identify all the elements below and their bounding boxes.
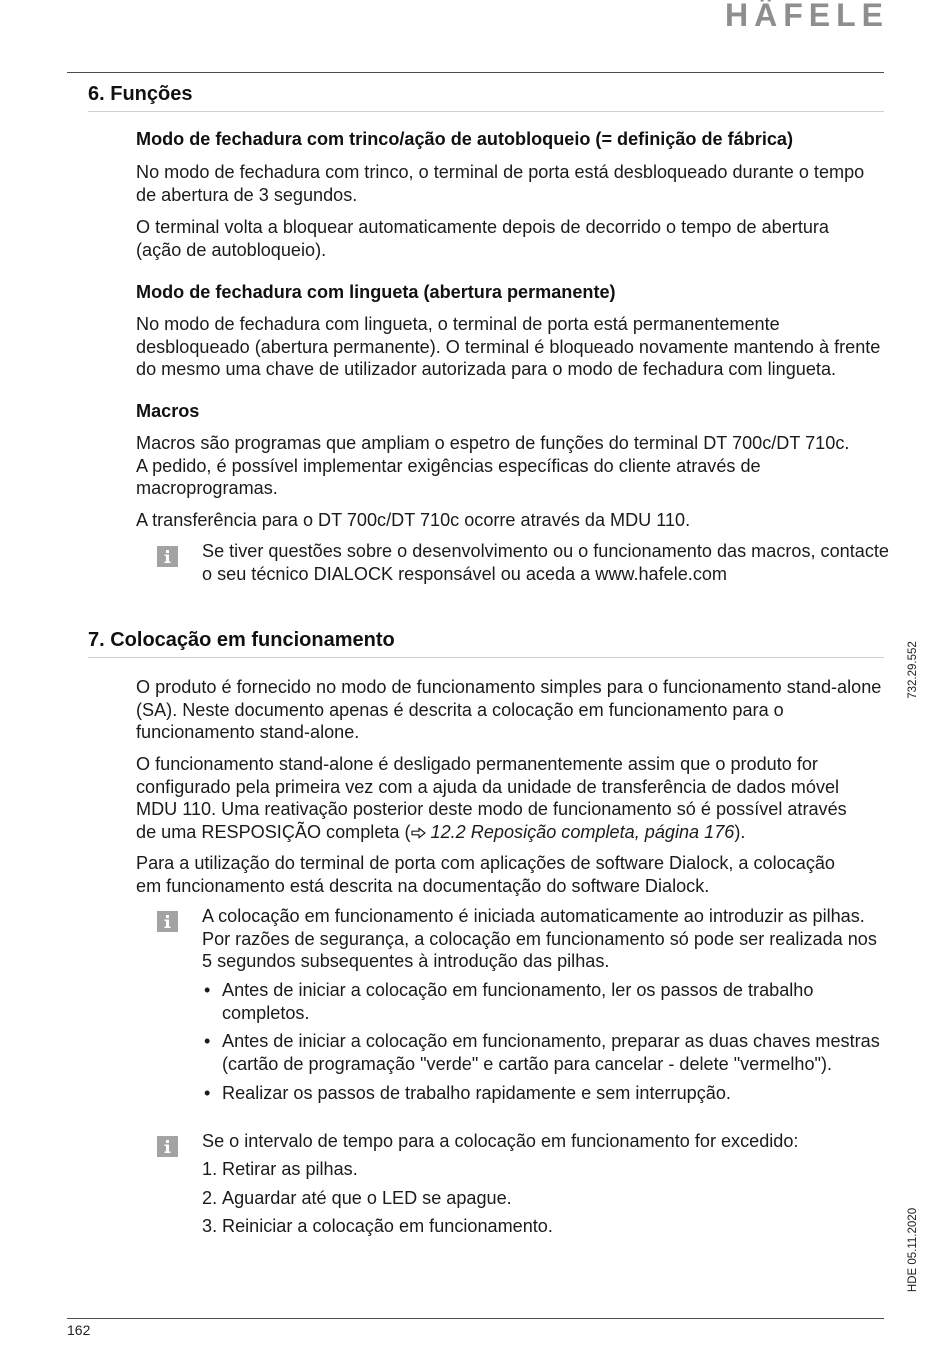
commissioning-paragraph-2-text: O funcionamento stand-alone é desligado permanentemente assim que o produto for configurado pela primeira vez com a ajuda da unidade de transferência de dados móvel MDU 110. Uma reativação posterior deste modo de funcionamento só é possível através de uma RESPOSIÇÃO completa ( (136, 754, 847, 842)
commissioning-paragraph-2-end: ). (734, 821, 746, 842)
info-icon (157, 1136, 178, 1157)
latch-mode-paragraph-1: No modo de fechadura com trinco, o terminal de porta está desbloqueado durante o tempo de abertura de 3 segundos. (136, 162, 865, 205)
list-item (202, 1030, 922, 1075)
info-icon (157, 911, 178, 932)
hafele-logo: HÄFELE (725, 0, 889, 33)
info-icon-graphic (157, 1136, 178, 1157)
lingueta-mode-paragraph: No modo de fechadura com lingueta, o terminal de porta está permanentemente desbloqueado (abertura permanente). O terminal é bloqueado novamente mantendo à frente do mesmo uma chave de utilizador autorizada para o modo de fechadura com lingueta. (136, 314, 881, 379)
latch-mode-title: Modo de fechadura com trinco/ação de autobloqueio (= definição de fábrica) (136, 129, 794, 149)
bullet-icon: • (204, 980, 211, 1000)
revision-date: HDE 05.11.2020 (907, 1207, 919, 1293)
commissioning-paragraph-3: Para a utilização do terminal de porta com aplicações de software Dialock, a colocação em funcionamento está descrita na documentação do software Dialock. (136, 853, 835, 896)
document-number: 732.29.552 (907, 641, 919, 699)
step-number: 3. (202, 1216, 218, 1236)
info-icon-graphic (157, 911, 178, 932)
lingueta-mode-title: Modo de fechadura com lingueta (abertura permanente) (136, 282, 616, 302)
list-item (202, 1082, 922, 1105)
macros-paragraph-2: A transferência para o DT 700c/DT 710c ocorre através da MDU 110. (136, 510, 691, 530)
list-item-text: Antes de iniciar a colocação em funcionamento, ler os passos de trabalho completos. (222, 980, 814, 1023)
commissioning-paragraph-2 (136, 753, 916, 844)
step-text: Retirar as pilhas. (222, 1159, 358, 1179)
commissioning-info-note: A colocação em funcionamento é iniciada automaticamente ao introduzir as pilhas. Por razões de segurança, a colocação em funcionamento só pode ser realizada nos 5 segundos subsequentes à introdução das pilhas. (202, 906, 877, 971)
step-text: Aguardar até que o LED se apague. (222, 1188, 512, 1208)
page-number: 162 (67, 1322, 91, 1338)
list-item-text: Realizar os passos de trabalho rapidamente e sem interrupção. (222, 1083, 731, 1103)
numbered-step (202, 1158, 902, 1181)
macros-title: Macros (136, 401, 200, 421)
section-7-heading: 7. Colocação em funcionamento (88, 629, 395, 651)
macros-info-note: Se tiver questões sobre o desenvolvimento ou o funcionamento das macros, contacte o seu técnico DIALOCK responsável ou aceda a www.hafele.com (202, 541, 889, 584)
list-item-text: Antes de iniciar a colocação em funcionamento, preparar as duas chaves mestras (cartão de programação "verde" e cartão para cancelar - delete "vermelho"). (222, 1031, 880, 1074)
numbered-step (202, 1215, 902, 1238)
numbered-step (202, 1187, 902, 1210)
step-number: 1. (202, 1159, 218, 1179)
footer-rule (67, 1318, 884, 1319)
step-text: Reiniciar a colocação em funcionamento. (222, 1216, 553, 1236)
section-6-heading: 6. Funções (88, 83, 193, 105)
bullet-icon: • (204, 1083, 211, 1103)
cross-reference-link[interactable]: 12.2 Reposição completa, página 176 (430, 821, 735, 842)
step-number: 2. (202, 1188, 218, 1208)
arrow-right-icon (411, 822, 426, 845)
commissioning-paragraph-1: O produto é fornecido no modo de funcionamento simples para o funcionamento stand-alone (SA). Neste documento apenas é descrita a colocação em funcionamento para o funcionamento stand-alone. (136, 677, 882, 742)
timeout-info-note: Se o intervalo de tempo para a colocação em funcionamento for excedido: (202, 1131, 799, 1151)
section-7-heading-rule (88, 657, 884, 658)
info-icon (157, 546, 178, 567)
latch-mode-paragraph-2: O terminal volta a bloquear automaticamente depois de decorrido o tempo de abertura (ação de autobloqueio). (136, 217, 829, 260)
list-item (202, 979, 922, 1024)
header-rule (67, 72, 884, 73)
info-icon-graphic (157, 546, 178, 567)
bullet-icon: • (204, 1031, 211, 1051)
macros-paragraph-1: Macros são programas que ampliam o espetro de funções do terminal DT 700c/DT 710c. A pedido, é possível implementar exigências específicas do cliente através de macroprogramas. (136, 433, 850, 498)
section-6-heading-rule (88, 111, 884, 112)
